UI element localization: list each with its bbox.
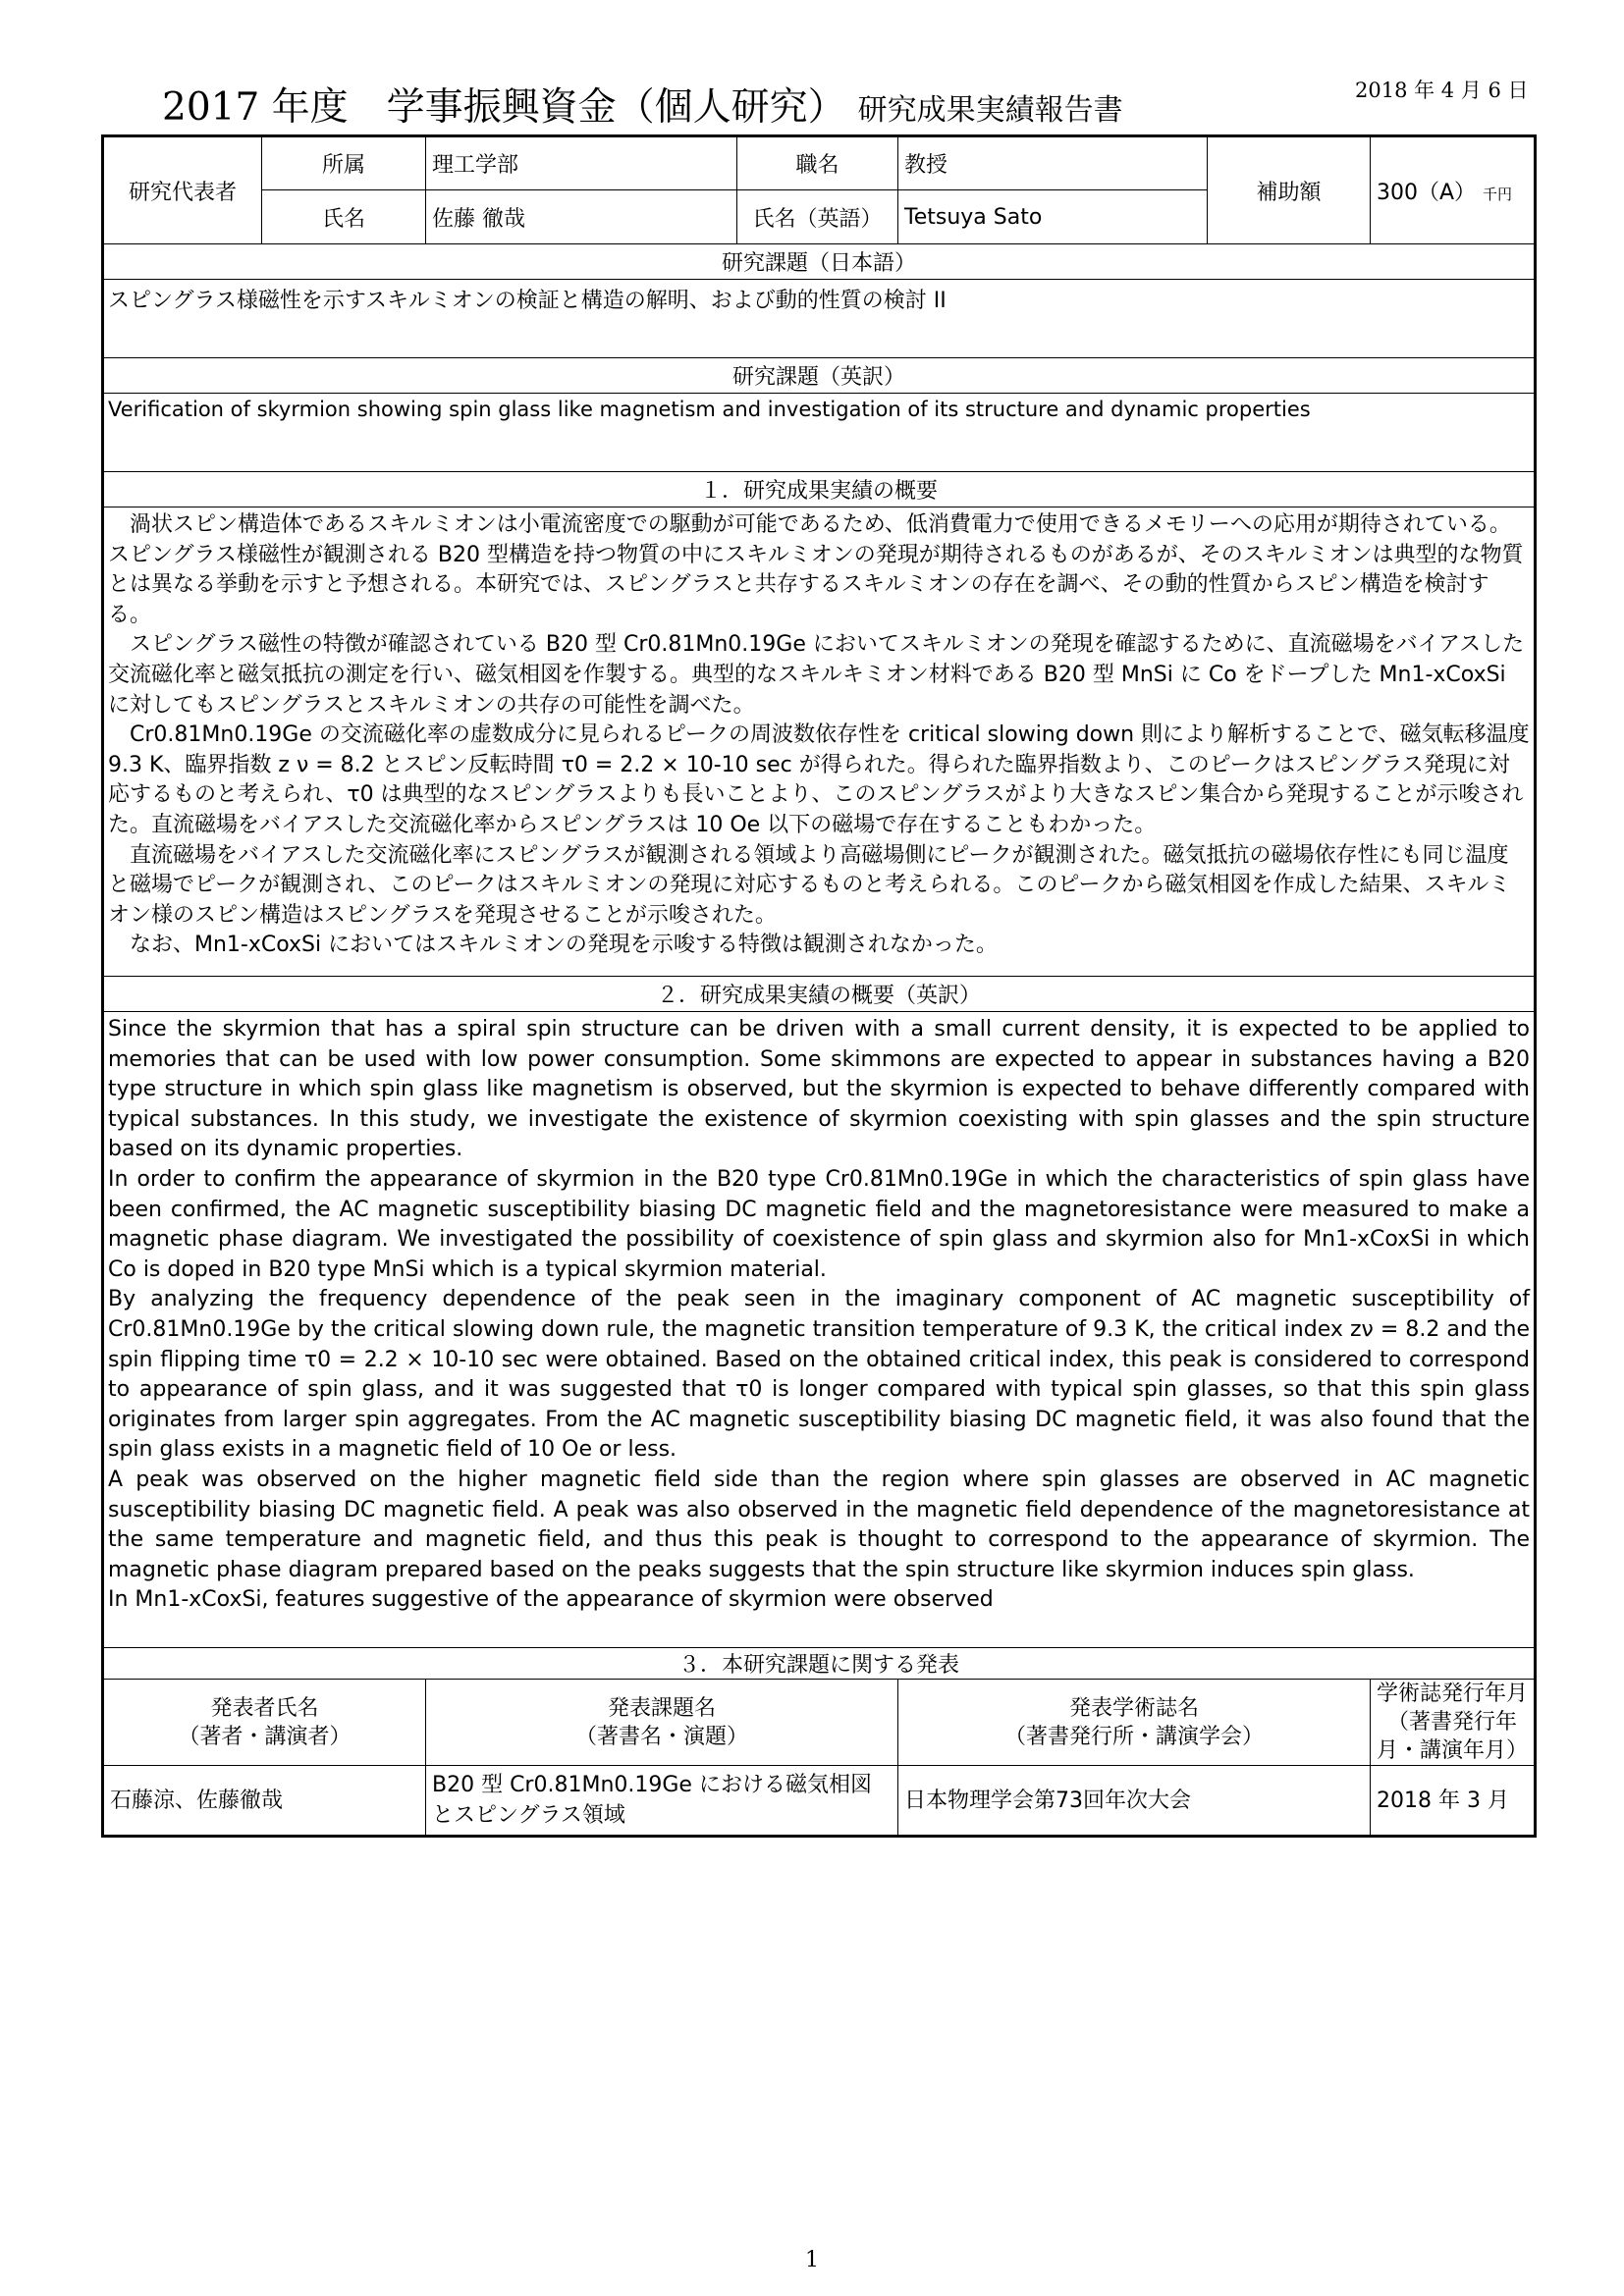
pub-col-title (426, 1680, 898, 1766)
summary-jp-paragraph: なお、Mn1-xCoxSi においてはスキルミオンの発現を示唆する特徴は観測されなかった。 (130, 933, 998, 958)
position-value: 教授 (898, 136, 1208, 190)
pub-col-line: （著者・講演者） (178, 1724, 352, 1749)
name-value: 佐藤 徹哉 (426, 190, 737, 244)
summary-jp-paragraph: 直流磁場をバイアスした交流磁化率にスピングラスが観測される領域より高磁場側にピークが観測された。磁気抵抗の磁場依存性にも同じ温度と磁場でピークが観測され、このピークはスキルミオンの発現に対応するものと考えられる。このピークから磁気相図を作成した結果、スキルミオン様のスピン構造はスピングラスを発現させることが示唆された。 (108, 842, 1511, 928)
summary-jp-heading: １．研究成果実績の概要 (103, 472, 1536, 507)
pub-col-line: （著書名・演題） (574, 1724, 748, 1749)
summary-en-paragraph: By analyzing the frequency dependence of the peak seen in the imaginary component of AC magnetic susceptibility of Cr0.81Mn0.19Ge by the critical slowing down rule, the magnetic transition temperature of 9.3 K, the critical index zν = 8.2 and the spin flipping time τ0 = 2.2 × 10-10 sec were obtained. Based on the obtained critical index, this peak is considered to correspond to appearance of spin glass, and it was suggested that τ0 is longer compared with typical spin glasses, so that this spin glass originates from larger spin aggregates. From the AC magnetic susceptibility biasing DC magnetic field, it was also found that the spin glass exists in a magnetic field of 10 Oe or less. (108, 1287, 1530, 1463)
grant-amount: 300（A） (1377, 180, 1477, 205)
affiliation-label: 所属 (262, 136, 426, 190)
pub-col-line: 発表者氏名 (210, 1695, 319, 1721)
page-number: 1 (805, 2248, 819, 2272)
pub-venue: 日本物理学会第73回年次大会 (898, 1766, 1371, 1837)
pub-col-authors (103, 1680, 426, 1766)
summary-en-paragraph: Since the skyrmion that has a spiral spin structure can be driven with a small current density, it is expected to be applied to memories that can be used with low power consumption. Some skimmons are expected to appear in substances having a B20 type structure in which spin glass like magnetism is observed, but the skyrmion is expected to behave differently compared with typical substances. In this study, we investigate the existence of skyrmion coexisting with spin glasses and the spin structure based on its dynamic properties. (108, 1017, 1530, 1162)
pub-authors: 石藤涼、佐藤徹哉 (103, 1766, 426, 1837)
summary-en-paragraph: In order to confirm the appearance of skyrmion in the B20 type Cr0.81Mn0.19Ge in which the characteristics of spin glass have been confirmed, the AC magnetic susceptibility biasing DC magnetic field and the magnetoresistance were measured to make a magnetic phase diagram. We investigated the possibility of coexistence of spin glass and skyrmion also for Mn1-xCoxSi in which Co is doped in B20 type MnSi which is a typical skyrmion material. (108, 1166, 1530, 1282)
grant-unit: 千円 (1483, 185, 1513, 203)
name-label: 氏名 (262, 190, 426, 244)
affiliation-value: 理工学部 (426, 136, 737, 190)
summary-en-heading: ２．研究成果実績の概要（英訳） (103, 977, 1536, 1012)
publications-heading: ３．本研究課題に関する発表 (103, 1648, 1536, 1680)
pub-col-line: 発表課題名 (607, 1695, 716, 1721)
position-label: 職名 (737, 136, 898, 190)
summary-jp-paragraph: スピングラス磁性の特徴が確認されている B20 型 Cr0.81Mn0.19Ge においてスキルミオンの発現を確認するために、直流磁場をバイアスした交流磁化率と磁気抵抗の測定を行い、磁気相図を作製する。典型的なスキルキミオン材料である B20 型 MnSi に Co をドープした Mn1-xCoxSi に対してもスピングラスとスキルミオンの共存の可能性を調べた。 (108, 632, 1525, 718)
grant-value (1371, 136, 1536, 244)
topic-jp-heading: 研究課題（日本語） (103, 244, 1536, 280)
summary-jp-paragraph: 渦状スピン構造体であるスキルミオンは小電流密度での駆動が可能であるため、低消費電力で使用できるメモリーへの応用が期待されている。スピングラス様磁性が観測される B20 型構造を持つ物質の中にスキルミオンの発現が期待されるものがあるが、そのスキルミオンは典型的な物質とは異なる挙動を示すと予想される。本研究では、スピングラスと共存するスキルミオンの存在を調べ、その動的性質からスピン構造を検討する。 (108, 512, 1524, 627)
pub-title: B20 型 Cr0.81Mn0.19Ge における磁気相図とスピングラス領域 (426, 1766, 898, 1837)
summary-jp-paragraph: Cr0.81Mn0.19Ge の交流磁化率の虚数成分に見られるピークの周波数依存性を critical slowing down 則により解析することで、磁気転移温度 9.3 K、臨界指数 z ν = 8.2 とスピン反転時間 τ0 = 2.2 × 10-10 sec が得られた。得られた臨界指数より、このピークはスピングラス発現に対応するものと考えられ、τ0 は典型的なスピングラスよりも長いことより、このスピングラスがより大きなスピン集合から発現することが示唆された。直流磁場をバイアスした交流磁化率からスピングラスは 10 Oe 以下の磁場で存在することもわかった。 (108, 722, 1530, 837)
name-en-label: 氏名（英語） (737, 190, 898, 244)
report-table (101, 134, 1537, 1838)
representative-label: 研究代表者 (103, 136, 262, 244)
title-main: 2017 年度 学事振興資金（個人研究） (162, 85, 846, 130)
grant-label: 補助額 (1208, 136, 1371, 244)
pub-col-line: （著書発行年月・講演年月） (1377, 1710, 1529, 1763)
document-title (162, 77, 1123, 132)
summary-en-paragraph: In Mn1-xCoxSi, features suggestive of the appearance of skyrmion were observed (108, 1587, 994, 1613)
pub-col-line: 学術誌発行年月 (1377, 1682, 1529, 1706)
topic-jp-text: スピングラス様磁性を示すスキルミオンの検証と構造の解明、および動的性質の検討 II (103, 280, 1536, 358)
pub-col-date (1371, 1680, 1536, 1766)
name-en-value: Tetsuya Sato (898, 190, 1208, 244)
summary-jp-body (103, 507, 1536, 977)
table-row (103, 1766, 1536, 1837)
pub-col-venue (898, 1680, 1371, 1766)
title-sub: 研究成果実績報告書 (857, 93, 1123, 128)
summary-en-paragraph: A peak was observed on the higher magnetic field side than the region where spin glasses are observed in AC magnetic susceptibility biasing DC magnetic field. A peak was also observed in the magnetic field dependence of the magnetoresistance at the same temperature and magnetic field, and thus this peak is thought to correspond to the appearance of skyrmion. The magnetic phase diagram prepared based on the peaks suggests that the spin structure like skyrmion induces spin glass. (108, 1467, 1530, 1582)
topic-en-text: Verification of skyrmion showing spin glass like magnetism and investigation of its structure and dynamic properties (103, 394, 1536, 472)
pub-col-line: （著書発行所・講演学会） (1003, 1724, 1264, 1749)
topic-en-heading: 研究課題（英訳） (103, 358, 1536, 394)
pub-date: 2018 年 3 月 (1371, 1766, 1536, 1837)
pub-col-line: 発表学術誌名 (1068, 1695, 1199, 1721)
report-date: 2018 年 4 月 6 日 (1355, 79, 1529, 102)
summary-en-body (103, 1012, 1536, 1648)
